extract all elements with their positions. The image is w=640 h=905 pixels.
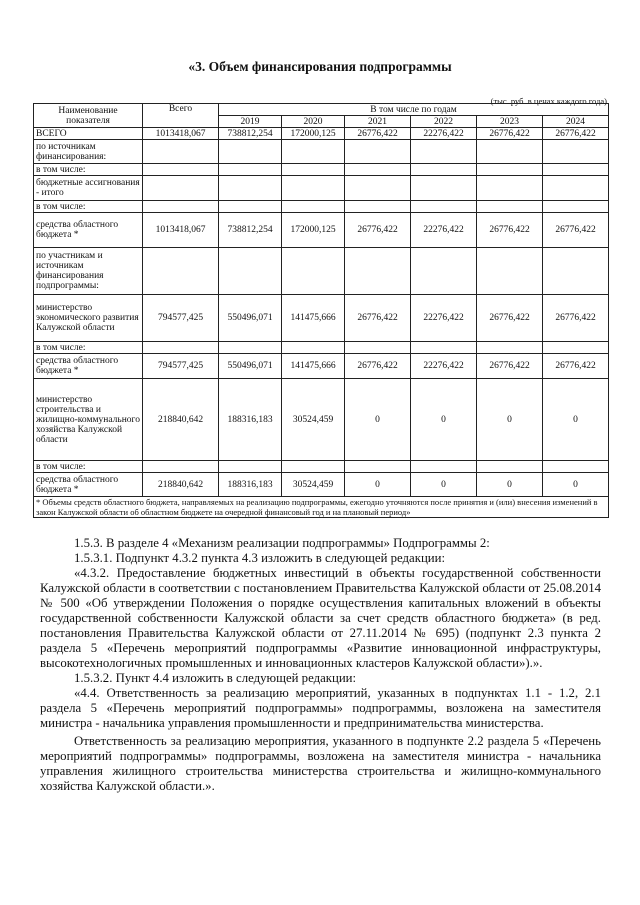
row-total (143, 140, 219, 164)
row-year-value (543, 342, 609, 354)
row-year-value (345, 248, 411, 295)
row-label: средства областного бюджета * (34, 354, 143, 379)
row-year-value: 26776,422 (345, 354, 411, 379)
row-year-value (219, 342, 282, 354)
row-year-value: 738812,254 (219, 213, 282, 248)
table-row (34, 473, 609, 497)
row-total (143, 248, 219, 295)
row-year-value (345, 176, 411, 201)
row-year-value (543, 248, 609, 295)
row-total: 1013418,067 (143, 128, 219, 140)
row-label: по источникам финансирования: (34, 140, 143, 164)
paragraph: Ответственность за реализацию мероприятия, указанного в подпункте 2.2 раздела 5 «Перечень мероприятий подпрограммы» подпрограммы, возложена на заместителя министра - начальника управления жилищного строительства министерства строительства и жилищно-коммунального хозяйства Калужской области.». (40, 734, 601, 793)
row-label: по участникам и источникам финансирования подпрограммы: (34, 248, 143, 295)
table-row (34, 176, 609, 201)
row-year-value: 141475,666 (282, 295, 345, 342)
paragraph: «4.4. Ответственность за реализацию мероприятий, указанных в подпунктах 1.1 - 1.2, 2.1 раздела 5 «Перечень мероприятий подпрограммы» подпрограммы, возложена на заместителя министра - начальника управления промышленности и предпринимательства министерства. (40, 686, 601, 730)
row-year-value: 0 (345, 473, 411, 497)
row-year-value: 26776,422 (345, 128, 411, 140)
table-row (34, 295, 609, 342)
row-year-value: 26776,422 (543, 354, 609, 379)
row-total: 218840,642 (143, 379, 219, 461)
row-total: 794577,425 (143, 295, 219, 342)
row-label: средства областного бюджета * (34, 213, 143, 248)
row-label: ВСЕГО (34, 128, 143, 140)
row-year-value: 550496,071 (219, 354, 282, 379)
row-year-value: 0 (345, 379, 411, 461)
row-year-value: 26776,422 (477, 295, 543, 342)
row-total: 1013418,067 (143, 213, 219, 248)
row-year-value (282, 201, 345, 213)
row-year-value (477, 461, 543, 473)
row-year-value: 0 (477, 473, 543, 497)
row-year-value: 0 (543, 473, 609, 497)
row-total (143, 164, 219, 176)
row-year-value (411, 176, 477, 201)
table-row (34, 128, 609, 140)
row-year-value (477, 140, 543, 164)
row-year-value (219, 461, 282, 473)
row-year-value (543, 176, 609, 201)
row-year-value: 26776,422 (477, 128, 543, 140)
row-year-value (411, 140, 477, 164)
row-year-value (543, 164, 609, 176)
row-year-value (282, 164, 345, 176)
row-year-value (477, 176, 543, 201)
table-row (34, 354, 609, 379)
header-name: Наименование показателя (34, 104, 143, 128)
row-year-value: 26776,422 (477, 354, 543, 379)
row-year-value: 26776,422 (543, 213, 609, 248)
header-year: 2021 (345, 116, 411, 128)
row-year-value: 550496,071 (219, 295, 282, 342)
financing-table (33, 103, 609, 518)
row-year-value: 188316,183 (219, 473, 282, 497)
row-year-value (477, 164, 543, 176)
row-year-value: 26776,422 (345, 213, 411, 248)
row-year-value (219, 201, 282, 213)
row-year-value: 0 (477, 379, 543, 461)
row-year-value (543, 461, 609, 473)
row-year-value (411, 342, 477, 354)
row-year-value (345, 342, 411, 354)
row-year-value: 738812,254 (219, 128, 282, 140)
table-row (34, 140, 609, 164)
row-year-value: 26776,422 (345, 295, 411, 342)
header-year: 2023 (477, 116, 543, 128)
row-year-value (345, 140, 411, 164)
row-year-value: 0 (411, 473, 477, 497)
row-total (143, 461, 219, 473)
row-year-value: 0 (411, 379, 477, 461)
row-label: в том числе: (34, 201, 143, 213)
row-year-value (411, 248, 477, 295)
units-note: (тыс. руб. в ценах каждого года) (490, 96, 607, 106)
row-year-value (282, 176, 345, 201)
row-year-value (477, 201, 543, 213)
table-footnote: * Объемы средств областного бюджета, направляемых на реализацию подпрограммы, ежегодно уточняются после принятия и (или) внесения изменений в закон Калужской области об областном бюджете на очередной финансовый год и на плановый период» (34, 497, 609, 518)
row-year-value: 172000,125 (282, 128, 345, 140)
body-text (40, 536, 601, 794)
paragraph: 1.5.3. В разделе 4 «Механизм реализации подпрограммы» Подпрограммы 2: (74, 536, 490, 550)
table-row (34, 379, 609, 461)
row-total: 218840,642 (143, 473, 219, 497)
row-year-value (219, 164, 282, 176)
row-year-value: 172000,125 (282, 213, 345, 248)
row-label: бюджетные ассигнования - итого (34, 176, 143, 201)
row-year-value: 22276,422 (411, 295, 477, 342)
paragraph: 1.5.3.1. Подпункт 4.3.2 пункта 4.3 изложить в следующей редакции: (74, 551, 446, 565)
row-label: средства областного бюджета * (34, 473, 143, 497)
row-year-value: 30524,459 (282, 473, 345, 497)
row-year-value (345, 461, 411, 473)
header-year: 2020 (282, 116, 345, 128)
row-total (143, 176, 219, 201)
row-year-value (411, 201, 477, 213)
header-year: 2024 (543, 116, 609, 128)
row-year-value: 141475,666 (282, 354, 345, 379)
paragraph: 1.5.3.2. Пункт 4.4 изложить в следующей редакции: (74, 671, 357, 685)
table-row (34, 201, 609, 213)
table-row (34, 213, 609, 248)
paragraph: «4.3.2. Предоставление бюджетных инвестиций в объекты государственной собственности Калужской области в соответствии с постановлением Правительства Калужской области от 25.08.2014 № 500 «Об утверждении Положения о порядке осуществления капитальных вложений в объекты государственной собственности Калужской области за счет средств областного бюджета» (в ред. постановления Правительства Калужской области от 27.11.2014 № 695) (подпункт 2.3 пункта 2 раздела 5 «Перечень мероприятий подпрограммы «Развитие инновационной инфраструктуры, высокотехнологичных промышленных и инновационных кластеров Калужской области»).». (40, 566, 601, 670)
row-label: в том числе: (34, 461, 143, 473)
row-year-value (543, 140, 609, 164)
row-year-value (345, 164, 411, 176)
row-year-value: 0 (543, 379, 609, 461)
row-year-value (219, 176, 282, 201)
row-year-value (477, 248, 543, 295)
row-year-value (282, 461, 345, 473)
row-total: 794577,425 (143, 354, 219, 379)
row-year-value (477, 342, 543, 354)
row-label: в том числе: (34, 342, 143, 354)
header-year: 2019 (219, 116, 282, 128)
row-year-value: 26776,422 (543, 295, 609, 342)
table-row (34, 248, 609, 295)
row-year-value (411, 164, 477, 176)
row-year-value (543, 201, 609, 213)
row-year-value (282, 342, 345, 354)
header-total: Всего (143, 104, 219, 128)
row-label: министерство строительства и жилищно-коммунального хозяйства Калужской области (34, 379, 143, 461)
row-year-value: 30524,459 (282, 379, 345, 461)
row-year-value (345, 201, 411, 213)
header-year: 2022 (411, 116, 477, 128)
row-year-value: 26776,422 (543, 128, 609, 140)
row-total (143, 342, 219, 354)
row-year-value: 22276,422 (411, 128, 477, 140)
row-year-value: 22276,422 (411, 213, 477, 248)
row-year-value: 188316,183 (219, 379, 282, 461)
row-year-value (219, 140, 282, 164)
row-year-value: 26776,422 (477, 213, 543, 248)
table-row (34, 461, 609, 473)
table-row (34, 342, 609, 354)
row-year-value (219, 248, 282, 295)
row-year-value: 22276,422 (411, 354, 477, 379)
row-year-value (411, 461, 477, 473)
row-year-value (282, 248, 345, 295)
row-label: министерство экономического развития Калужской области (34, 295, 143, 342)
header-by-years: В том числе по годам (219, 104, 609, 116)
section-title: «3. Объем финансирования подпрограммы (188, 59, 452, 74)
row-label: в том числе: (34, 164, 143, 176)
table-row (34, 164, 609, 176)
row-total (143, 201, 219, 213)
row-year-value (282, 140, 345, 164)
